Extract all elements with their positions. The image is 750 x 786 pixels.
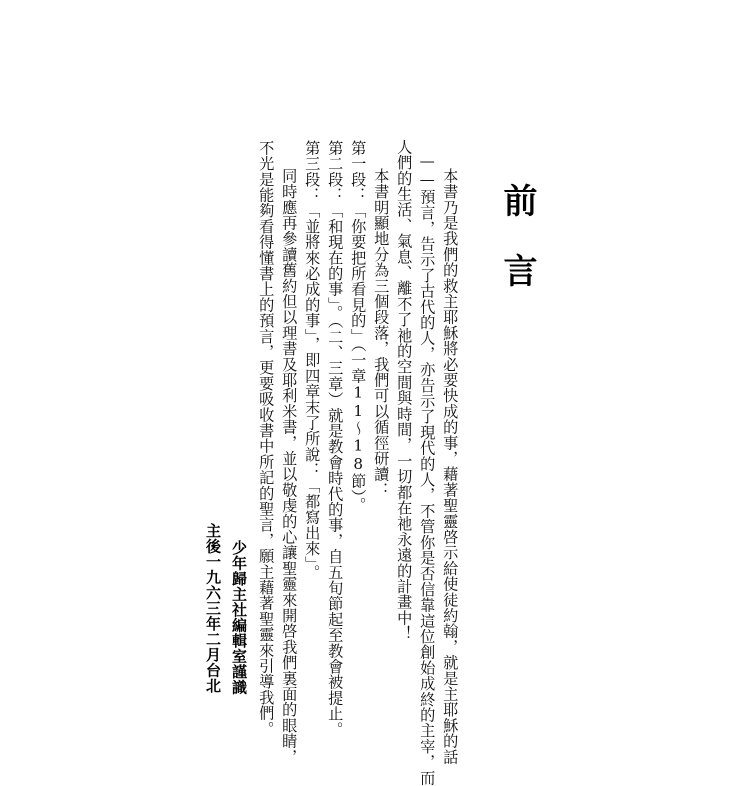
preface-title-char-1: 前 — [497, 183, 537, 218]
preface-section-2: 第二段：「和現在的事」。（二、三章）就是教會時代的事，自五旬節起至教會被提止。 — [326, 140, 345, 738]
preface-section-1: 第一段：「你要把所看見的」（一章11～18節）。 — [349, 140, 368, 513]
preface-paragraph-2: 本書明顯地分為三個段落，我們可以循徑研讀： — [372, 168, 391, 498]
preface-title-char-2: 言 — [497, 253, 537, 288]
preface-section-3: 第三段：「並將來必成的事」，即四章末了所說：「都寫出來」。 — [303, 140, 322, 581]
preface-paragraph-1-line-1: 本書乃是我們的救主耶穌將必要快成的事，藉著聖靈啓示給使徒約翰，就是主耶穌的話 — [441, 168, 460, 765]
signature-organization: 少年歸主社編輯室謹識 — [230, 540, 248, 695]
preface-paragraph-3-line-1: 同時應再參讀舊約但以理書及耶利米書，並以敬虔的心讓聖靈來開啓我們裏面的眼睛， — [280, 168, 299, 765]
preface-paragraph-3-line-2: 不光是能夠看得懂書上的預言，更要吸收書中所記的聖言，願主藉著聖靈來引導我們。 — [257, 140, 276, 737]
preface-paragraph-1-line-2: ——預言，告示了古代的人，亦告示了現代的人，不管你是否信靠這位創始成終的主宰，而 — [418, 152, 437, 786]
preface-paragraph-1-line-3: 人們的生活、氣息、離不了祂的空間與時間，一切都在祂永遠的計畫中！ — [395, 139, 414, 642]
signature-date: 主後一九六三年二月台北 — [204, 523, 222, 694]
